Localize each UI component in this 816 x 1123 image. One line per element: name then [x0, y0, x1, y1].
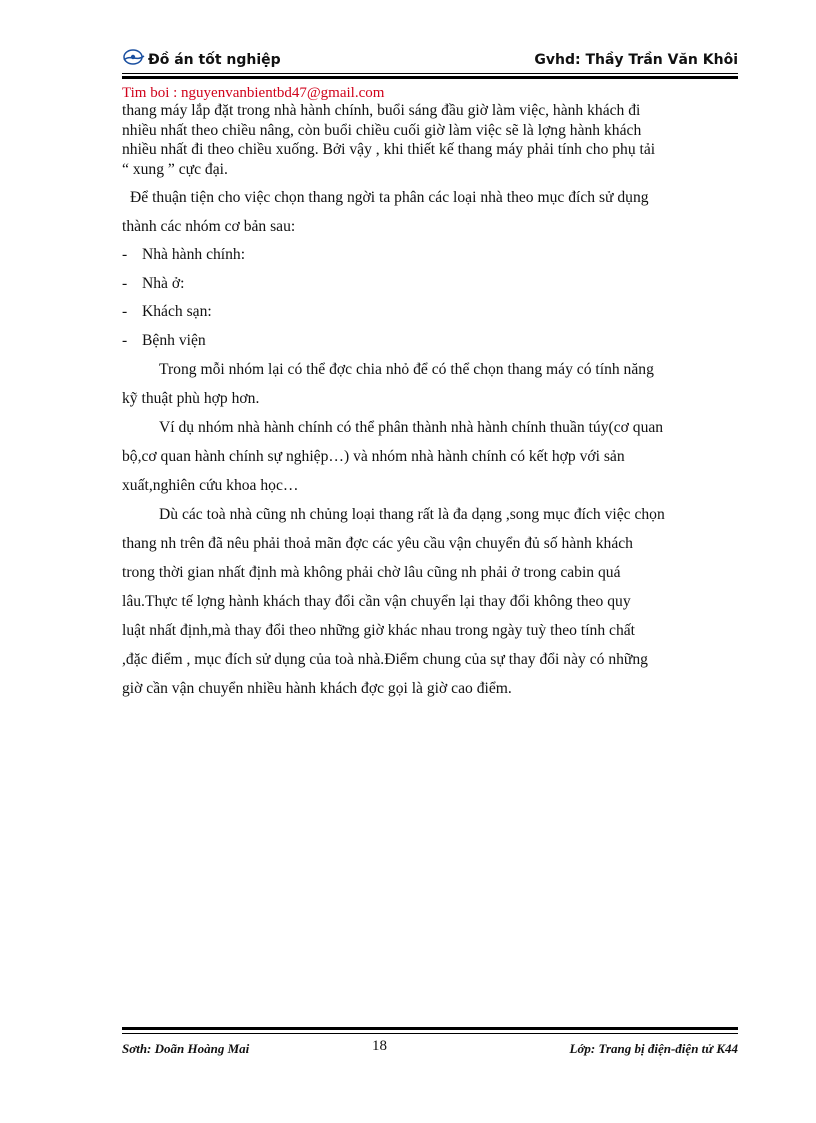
text-line: lâu.Thực tế lợng hành khách thay đổi cần vận chuyển lại thay đổi không theo quy [122, 593, 631, 610]
text-line: “ xung ” cực đại. [122, 160, 228, 178]
paragraph-groups [122, 183, 742, 241]
text-line: thành các nhóm cơ bản sau: [122, 218, 296, 235]
lead-paragraph [122, 101, 742, 179]
bullet-marker: - [122, 332, 128, 349]
logo-icon [122, 48, 146, 68]
text-line: xuất,nghiên cứu khoa học… [122, 477, 299, 494]
list-item [122, 331, 206, 350]
text-line: trong thời gian nhất định mà không phải chờ lâu cũng nh phải ở trong cabin quá [122, 564, 621, 581]
header-advisor: Gvhd: Thầy Trần Văn Khôi [534, 52, 738, 68]
text-line: nhiều nhất đi theo chiều xuống. Bởi vậy , khi thiết kế thang máy phải tính cho phụ tải [122, 141, 656, 158]
footer-divider-thick [122, 1027, 738, 1030]
list-item-label: Nhà ở: [142, 275, 185, 292]
list-item-label: Nhà hành chính: [142, 246, 246, 263]
text-line: bộ,cơ quan hành chính sự nghiệp…) và nhóm nhà hành chính có kết hợp với sản [122, 448, 625, 465]
paragraph-subdivide [122, 355, 742, 413]
text-line: luật nhất định,mà thay đổi theo những giờ khác nhau trong ngày tuỳ theo tính chất [122, 622, 635, 639]
footer-divider [122, 1033, 738, 1034]
watermark-text: Tim boi : nguyenvanbientbd47@gmail.com [122, 85, 385, 101]
text-line: Dù các toà nhà cũng nh chủng loại thang rất là đa dạng ,song mục đích việc chọn [159, 506, 665, 523]
bullet-marker: - [122, 275, 128, 292]
text-line: thang máy lắp đặt trong nhà hành chính, buổi sáng đầu giờ làm việc, hành khách đi [122, 102, 641, 119]
text-line: nhiều nhất theo chiều nâng, còn buổi chiều cuối giờ làm việc sẽ là lợng hành khách [122, 121, 642, 139]
text-line: Trong mỗi nhóm lại có thể đợc chia nhỏ để có thể chọn thang máy có tính năng [159, 361, 654, 378]
text-line: Để thuận tiện cho việc chọn thang ngời ta phân các loại nhà theo mục đích sử dụng [130, 189, 649, 206]
text-line: kỹ thuật phù hợp hơn. [122, 390, 260, 407]
footer-author: Sơth: Doãn Hoàng Mai [122, 1041, 250, 1056]
text-line: Ví dụ nhóm nhà hành chính có thể phân thành nhà hành chính thuần túy(cơ quan [159, 419, 664, 436]
list-item [122, 302, 212, 321]
header-title: Đồ án tốt nghiệp [148, 52, 281, 68]
text-line: giờ cần vận chuyển nhiều hành khách đợc gọi là giờ cao điểm. [122, 680, 512, 697]
header-divider [122, 73, 738, 74]
text-line: ,đặc điểm , mục đích sử dụng của toà nhà.Điểm chung của sự thay đổi này có những [122, 651, 648, 668]
text-line: thang nh trên đã nêu phải thoả mãn đợc các yêu cầu vận chuyển đủ số hành khách [122, 535, 633, 552]
header-divider-thick [122, 76, 738, 79]
paragraph-peak-hours [122, 500, 742, 703]
page-footer [122, 1027, 738, 1067]
paragraph-example [122, 413, 742, 500]
page-header [122, 50, 738, 76]
list-item [122, 245, 245, 264]
footer-class: Lớp: Trang bị điện-điện tử K44 [569, 1041, 738, 1056]
bullet-marker: - [122, 303, 128, 320]
list-item [122, 274, 184, 293]
list-item-label: Bệnh viện [142, 332, 206, 349]
page-number: 18 [372, 1038, 387, 1054]
list-item-label: Khách sạn: [142, 303, 212, 320]
bullet-marker: - [122, 246, 128, 263]
